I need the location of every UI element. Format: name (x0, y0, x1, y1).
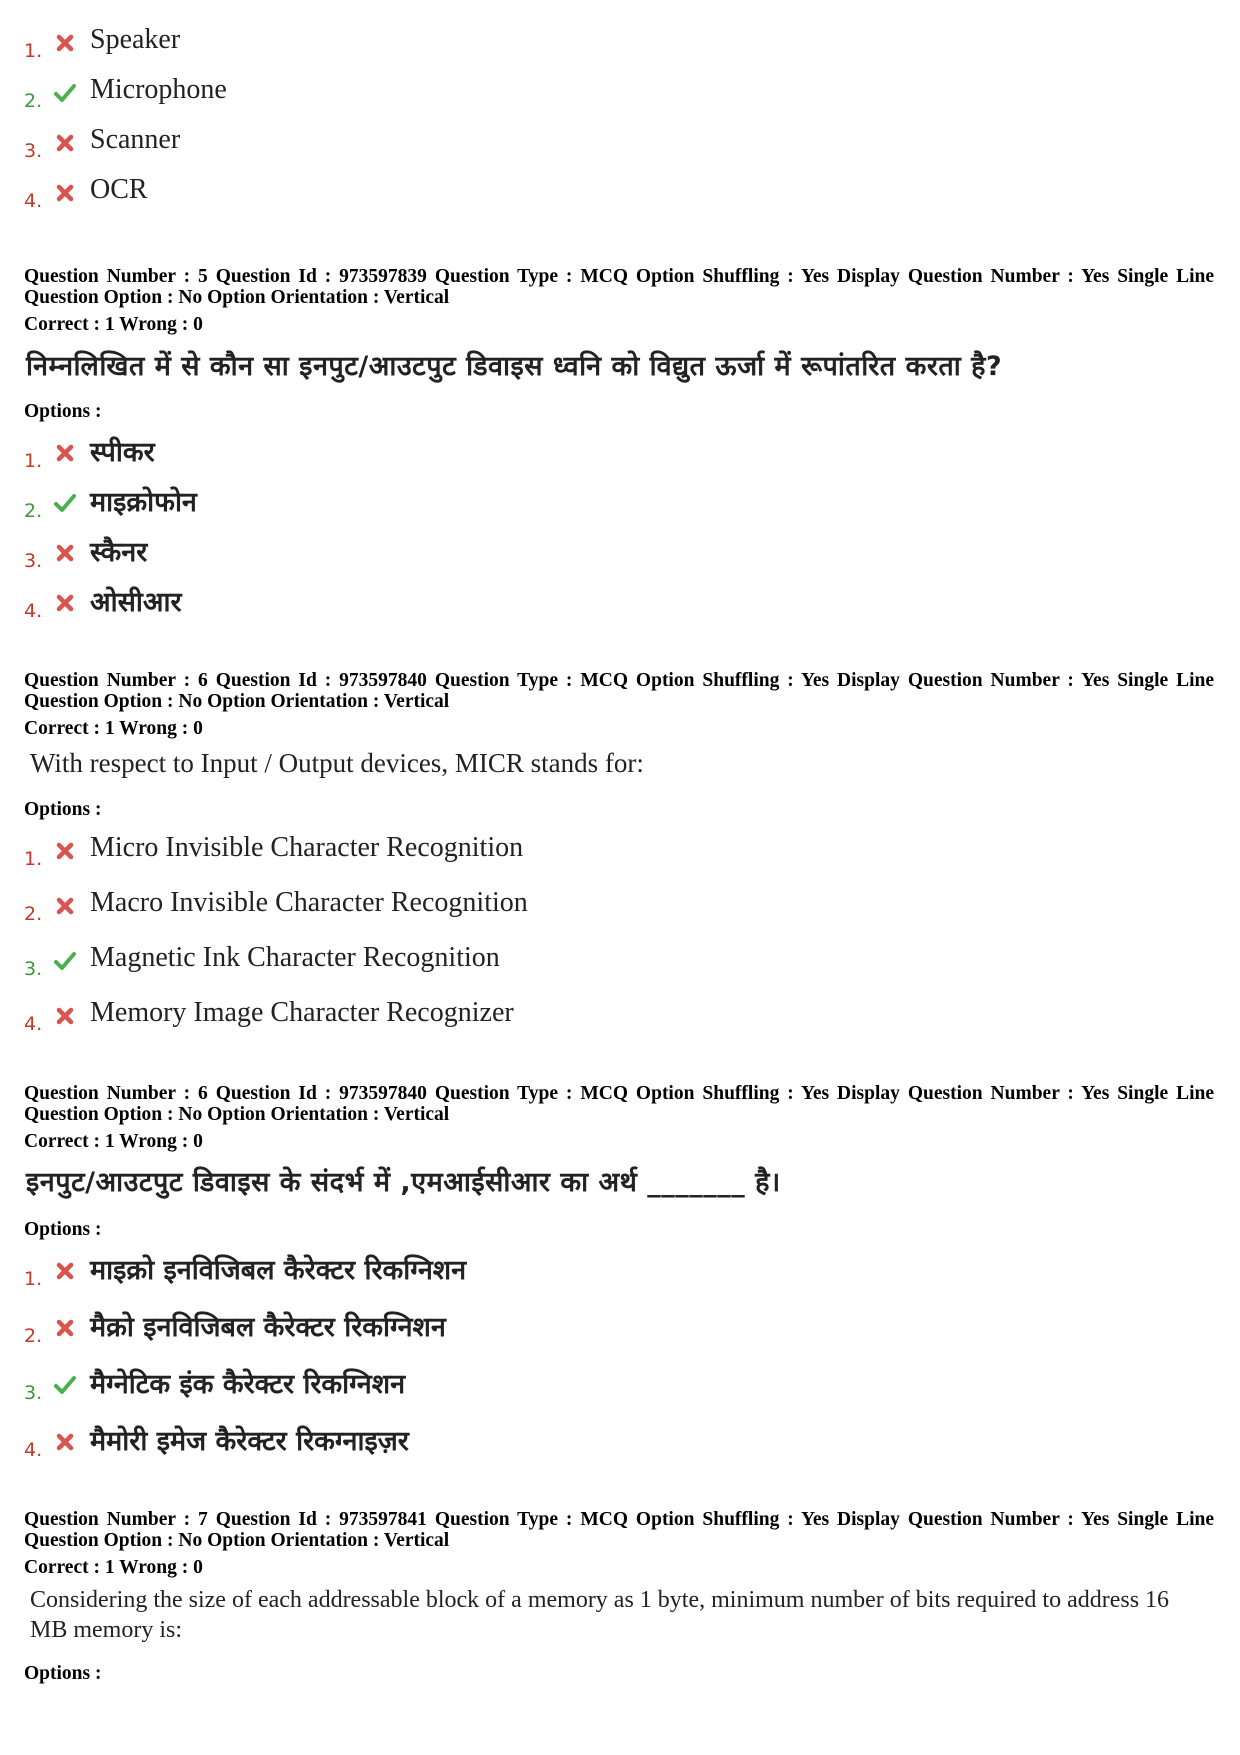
option-text: स्कैनर (90, 537, 148, 568)
option-number: 4. (24, 190, 43, 212)
cross-icon (54, 1431, 76, 1453)
question-score: Correct : 1 Wrong : 0 (24, 1557, 203, 1578)
option-number: 1. (24, 40, 43, 62)
option-text: Memory Image Character Recognizer (90, 997, 514, 1028)
check-icon (54, 950, 76, 972)
question-meta: Question Number : 5 Question Id : 973597839 Question Type : MCQ Option Shuffling : Yes Display Question Number : Yes Single Line Question Option : No Option Orientation : Vertical (24, 266, 1214, 308)
option-number: 4. (24, 1439, 43, 1461)
option-text: स्पीकर (90, 437, 155, 468)
cross-icon (54, 1005, 76, 1027)
option-number: 1. (24, 1268, 43, 1290)
options-label: Options : (24, 1219, 102, 1240)
cross-icon (54, 442, 76, 464)
option-text: Micro Invisible Character Recognition (90, 832, 524, 863)
cross-icon (54, 32, 76, 54)
cross-icon (54, 132, 76, 154)
option-number: 2. (24, 90, 43, 112)
option-number: 4. (24, 1013, 43, 1035)
question-meta: Question Number : 6 Question Id : 973597840 Question Type : MCQ Option Shuffling : Yes Display Question Number : Yes Single Line Question Option : No Option Orientation : Vertical (24, 670, 1214, 712)
cross-icon (54, 1260, 76, 1282)
option-number: 3. (24, 550, 43, 572)
check-icon (54, 492, 76, 514)
option-text: OCR (90, 174, 148, 205)
cross-icon (54, 840, 76, 862)
check-icon (54, 1374, 76, 1396)
cross-icon (54, 592, 76, 614)
question-score: Correct : 1 Wrong : 0 (24, 1131, 203, 1152)
options-label: Options : (24, 1663, 102, 1684)
option-text: माइक्रो इनविजिबल कैरेक्टर रिकग्निशन (90, 1255, 467, 1286)
option-number: 1. (24, 450, 43, 472)
cross-icon (54, 542, 76, 564)
option-number: 3. (24, 1382, 43, 1404)
option-text: मैमोरी इमेज कैरेक्टर रिकग्नाइज़र (90, 1426, 409, 1457)
question-text: With respect to Input / Output devices, MICR stands for: (30, 748, 644, 778)
option-number: 3. (24, 958, 43, 980)
option-number: 2. (24, 1325, 43, 1347)
option-text: ओसीआर (90, 587, 182, 618)
option-number: 1. (24, 848, 43, 870)
option-text: Scanner (90, 124, 181, 155)
option-text: Speaker (90, 24, 181, 55)
option-number: 2. (24, 500, 43, 522)
options-label: Options : (24, 401, 102, 422)
option-text: मैक्रो इनविजिबल कैरेक्टर रिकग्निशन (90, 1312, 446, 1343)
option-number: 3. (24, 140, 43, 162)
option-text: Magnetic Ink Character Recognition (90, 942, 500, 973)
question-text: निम्नलिखित में से कौन सा इनपुट/आउटपुट डिवाइस ध्वनि को विद्युत ऊर्जा में रूपांतरित करता है? (26, 351, 1003, 382)
option-number: 4. (24, 600, 43, 622)
check-icon (54, 82, 76, 104)
cross-icon (54, 1317, 76, 1339)
question-meta: Question Number : 6 Question Id : 973597840 Question Type : MCQ Option Shuffling : Yes Display Question Number : Yes Single Line Question Option : No Option Orientation : Vertical (24, 1083, 1214, 1125)
option-text: Microphone (90, 74, 227, 105)
cross-icon (54, 182, 76, 204)
options-label: Options : (24, 799, 102, 820)
question-text: Considering the size of each addressable block of a memory as 1 byte, minimum number of bits required to address 16 MB memory is: (30, 1587, 1170, 1643)
option-text: मैग्नेटिक इंक कैरेक्टर रिकग्निशन (90, 1369, 406, 1400)
cross-icon (54, 895, 76, 917)
question-score: Correct : 1 Wrong : 0 (24, 718, 203, 739)
option-number: 2. (24, 903, 43, 925)
option-text: Macro Invisible Character Recognition (90, 887, 528, 918)
question-text: इनपुट/आउटपुट डिवाइस के संदर्भ में ,एमआईसीआर का अर्थ _______ है। (26, 1167, 781, 1198)
question-score: Correct : 1 Wrong : 0 (24, 314, 203, 335)
question-meta: Question Number : 7 Question Id : 973597841 Question Type : MCQ Option Shuffling : Yes Display Question Number : Yes Single Line Question Option : No Option Orientation : Vertical (24, 1509, 1214, 1551)
option-text: माइक्रोफोन (90, 487, 197, 518)
